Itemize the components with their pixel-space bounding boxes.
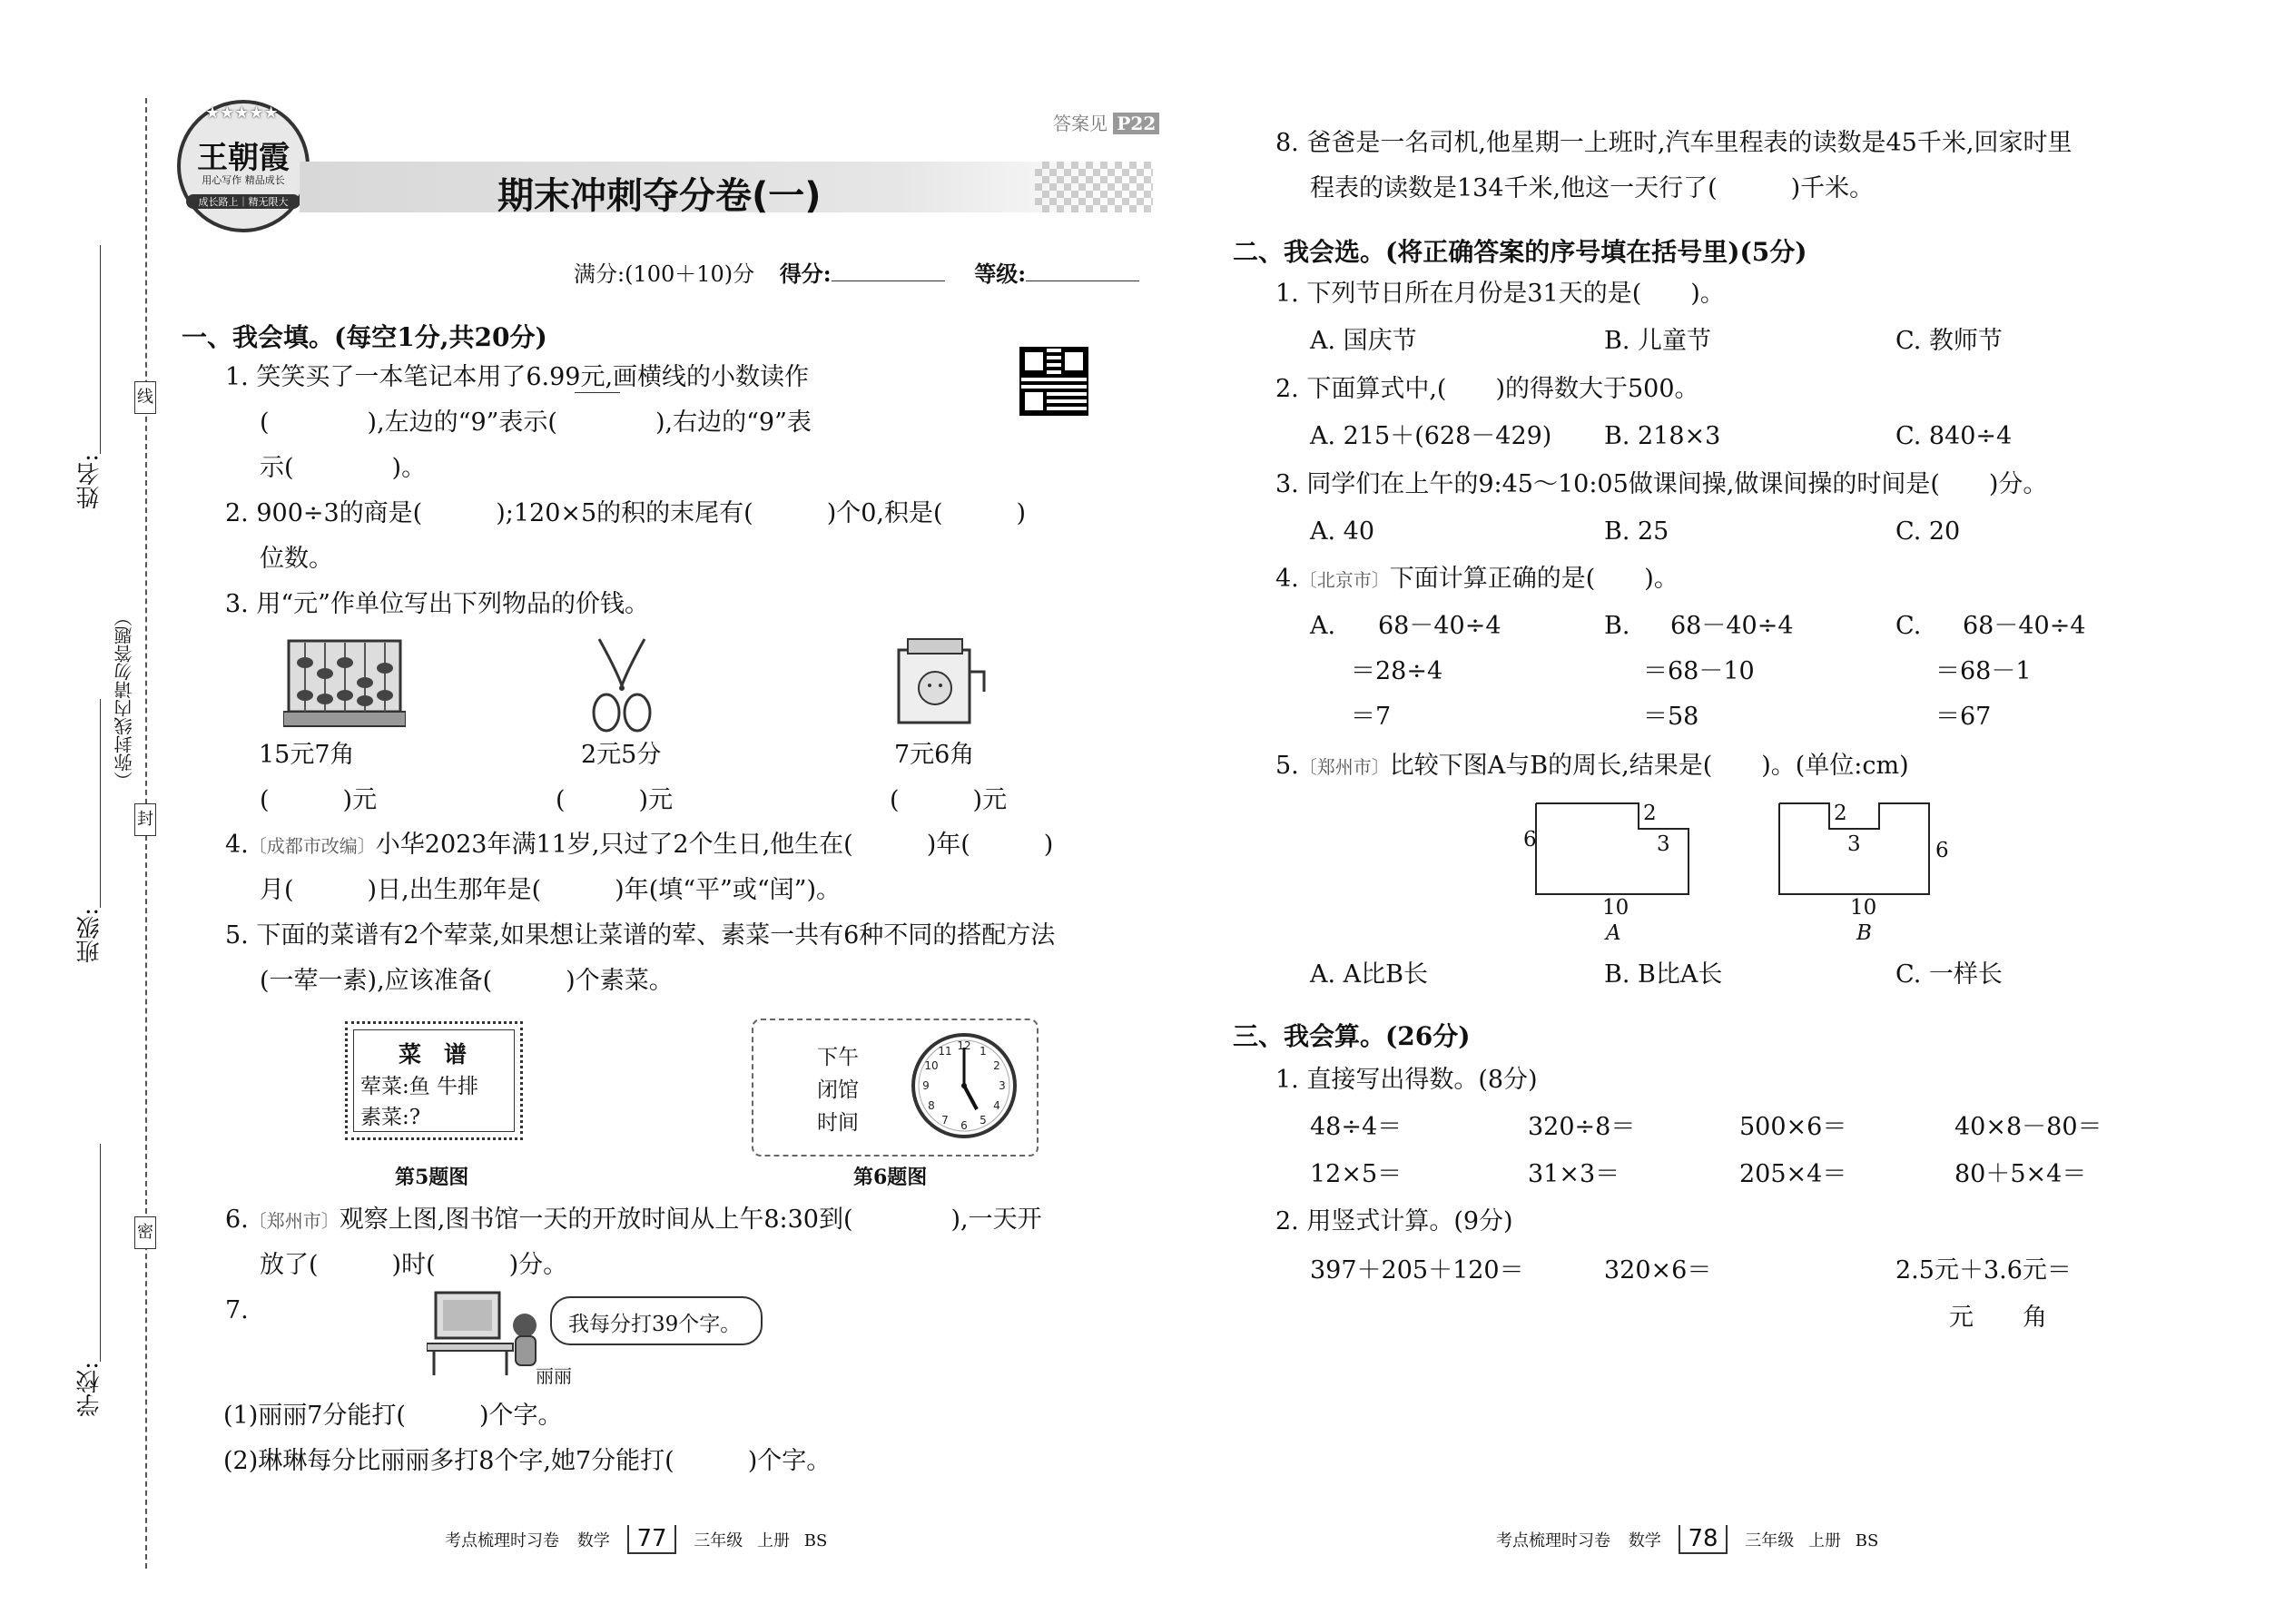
- abacus-image: [283, 635, 406, 731]
- s1-q5-line2: (一荤一素),应该准备( )个素菜。: [260, 967, 674, 995]
- binding-mark-seal: 封: [134, 803, 156, 836]
- brand-slogan-right: 精无限大: [248, 196, 289, 208]
- s1-q6-region: 〔郑州市〕: [248, 1210, 340, 1232]
- s1-q5-line1: 5. 下面的菜谱有2个荤菜,如果想让菜谱的荤、素菜一共有6种不同的搭配方法: [225, 921, 1056, 950]
- class-label: 班级:: [76, 908, 103, 963]
- brand-stars: ★★★★★: [205, 103, 279, 123]
- s3-calc-3: 2.5元＋3.6元＝: [1895, 1256, 2072, 1284]
- s1-q1-line3: 示( )。: [260, 454, 427, 482]
- speech-text: 我每分打39个字。: [568, 1313, 742, 1336]
- s1-q4-text: 小华2023年满11岁,只过了2个生日,他生在( )年( ): [375, 831, 1054, 859]
- menu-title: 菜 谱: [399, 1041, 468, 1068]
- s2-q4-opt-c-label[interactable]: C.: [1895, 612, 1922, 640]
- s1-q7-1: (1)丽丽7分能打( )个字。: [223, 1402, 563, 1430]
- shape-b-notch-w: 2: [1834, 802, 1847, 825]
- footer-left: [445, 1525, 827, 1552]
- qr-code[interactable]: [1021, 349, 1087, 414]
- s2-q3-opt-b[interactable]: B. 25: [1604, 517, 1669, 546]
- computer-girl-image: [427, 1289, 545, 1380]
- s1-q4-region: 〔成都市改编〕: [248, 835, 376, 857]
- page-title: 期末冲刺夺分卷(一): [497, 175, 822, 217]
- binding-notice: （弥封线内请勿答题）: [113, 608, 135, 790]
- footer-right-grade: 三年级: [1745, 1531, 1795, 1550]
- s1-q7-num: 7.: [225, 1296, 249, 1324]
- binding-mark-line: 线: [134, 381, 156, 414]
- price-sharpener: 7元6角: [894, 741, 975, 769]
- s2-q4-text: 下面计算正确的是( )。: [1389, 565, 1679, 593]
- s2-q5-num: 5.: [1275, 752, 1299, 780]
- s2-q4-opt-b-l2: ＝68－10: [1643, 657, 1755, 685]
- s2-q4-opt-a-l2: ＝28÷4: [1351, 657, 1443, 685]
- price-scissors: 2元5分: [581, 741, 662, 769]
- s1-q4-num: 4.: [225, 831, 249, 859]
- svg-text:9: 9: [922, 1079, 930, 1092]
- svg-text:8: 8: [928, 1099, 935, 1112]
- s3-r1-c2: 320÷8＝: [1528, 1113, 1636, 1141]
- s2-q4-opt-b-label[interactable]: B.: [1604, 612, 1630, 640]
- scissors-image: [590, 635, 654, 735]
- section3-heading: 三、我会算。(26分): [1233, 1021, 1471, 1051]
- s3-r2-c1: 12×5＝: [1310, 1160, 1403, 1188]
- footer-right-series: 考点梳理时习卷: [1496, 1531, 1610, 1550]
- q8-line2: 程表的读数是134千米,他这一天行了( )千米。: [1310, 174, 1875, 202]
- s1-q6-line1: [225, 1206, 1042, 1235]
- s1-q6-line2: 放了( )时( )分。: [260, 1251, 568, 1279]
- price-abacus: 15元7角: [259, 741, 355, 769]
- shape-b-notch-h: 3: [1847, 832, 1861, 856]
- s2-q3-opt-a[interactable]: A. 40: [1310, 517, 1375, 546]
- s2-q4-opt-a-label[interactable]: A.: [1310, 612, 1336, 640]
- brand-motto: 用心写作 精品成长: [202, 174, 285, 186]
- s2-q3-opt-c[interactable]: C. 20: [1895, 517, 1961, 546]
- s1-q6-num: 6.: [225, 1206, 249, 1234]
- footer-right-subject: 数学: [1628, 1531, 1661, 1550]
- class-field[interactable]: [100, 699, 101, 908]
- decimal-underline: [575, 392, 620, 393]
- s2-q4-opt-c-l2: ＝68－1: [1935, 657, 2032, 685]
- s2-q4-opt-b-l1: 68－40÷4: [1670, 612, 1794, 640]
- s1-q7-2: (2)琳琳每分比丽丽多打8个字,她7分能打( )个字。: [223, 1447, 832, 1475]
- school-label: 学校:: [76, 1362, 103, 1417]
- svg-text:4: 4: [993, 1099, 1000, 1112]
- s3-r2-c3: 205×4＝: [1739, 1160, 1847, 1188]
- s2-q1: 1. 下列节日所在月份是31天的是( )。: [1275, 280, 1725, 308]
- s1-q1-line1: 1. 笑笑买了一本笔记本用了6.99元,画横线的小数读作: [225, 363, 810, 391]
- s2-q4-opt-a-l3: ＝7: [1351, 703, 1392, 731]
- footer-left-term: 上册: [757, 1531, 791, 1550]
- answer-ref-label: 答案见: [1053, 113, 1108, 134]
- s3-calc-2: 320×6＝: [1604, 1256, 1712, 1284]
- footer-right: [1496, 1525, 1878, 1552]
- name-label: 姓名:: [76, 454, 103, 509]
- price-blank-1: ( )元: [260, 786, 378, 814]
- shape-a-notch-h: 3: [1657, 832, 1670, 856]
- section1-heading: 一、我会填。(每空1分,共20分): [182, 322, 547, 352]
- svg-text:10: 10: [924, 1059, 939, 1072]
- s2-q1-opt-b[interactable]: B. 儿童节: [1604, 327, 1712, 355]
- s2-q5: [1275, 752, 1909, 781]
- s2-q2-opt-b[interactable]: B. 218×3: [1604, 422, 1721, 450]
- svg-text:7: 7: [941, 1114, 949, 1127]
- score-line: [574, 261, 1139, 288]
- s1-q6-text: 观察上图,图书馆一天的开放时间从上午8:30到( ),一天开: [339, 1206, 1042, 1234]
- s2-q4: [1275, 565, 1679, 594]
- s2-q5-text: 比较下图A与B的周长,结果是( )。(单位:cm): [1389, 752, 1909, 780]
- svg-text:12: 12: [957, 1039, 971, 1052]
- binding-mark-dense: 密: [134, 1216, 156, 1249]
- s1-q3: 3. 用“元”作单位写出下列物品的价钱。: [225, 590, 649, 618]
- footer-left-page: 77: [627, 1525, 675, 1554]
- full-score: 满分:(100＋10)分: [574, 261, 755, 287]
- svg-text:2: 2: [993, 1059, 1000, 1072]
- clock-text-3: 时间: [817, 1111, 859, 1135]
- girl-name: 丽丽: [536, 1365, 572, 1387]
- menu-meat: 荤菜:鱼 牛排: [360, 1075, 479, 1098]
- s2-q4-opt-c-l1: 68－40÷4: [1963, 612, 2086, 640]
- s3-calc-1: 397＋205＋120＝: [1310, 1256, 1524, 1284]
- q8-line1: 8. 爸爸是一名司机,他星期一上班时,汽车里程表的读数是45千米,回家时里: [1275, 129, 2072, 157]
- s2-q5-opt-c[interactable]: C. 一样长: [1895, 960, 2003, 989]
- answer-ref-page: P22: [1113, 113, 1159, 134]
- s1-q2-line2: 位数。: [260, 545, 333, 573]
- s3-r1-c4: 40×8－80＝: [1954, 1113, 2102, 1141]
- clock-card: [752, 1019, 1039, 1156]
- s1-q1-line2: ( ),左边的“9”表示( ),右边的“9”表: [260, 408, 812, 437]
- s3-r2-c4: 80＋5×4＝: [1954, 1160, 2087, 1188]
- brand-name: 王朝霞: [197, 140, 290, 176]
- price-blank-3: ( )元: [890, 786, 1008, 814]
- sharpener-image: [890, 635, 989, 726]
- svg-text:5: 5: [980, 1114, 987, 1127]
- s2-q4-opt-a-l1: 68－40÷4: [1378, 612, 1501, 640]
- shape-a-bottom: 10: [1602, 896, 1629, 920]
- svg-text:3: 3: [999, 1079, 1006, 1092]
- s2-q2-opt-a[interactable]: A. 215＋(628－429): [1310, 422, 1552, 450]
- answer-ref: [1053, 109, 1159, 135]
- name-field[interactable]: [100, 245, 101, 454]
- school-field[interactable]: [100, 1144, 101, 1362]
- s3-q1: 1. 直接写出得数。(8分): [1275, 1066, 1538, 1094]
- fig6-caption: 第6题图: [853, 1166, 928, 1189]
- footer-left-grade: 三年级: [694, 1531, 743, 1550]
- footer-left-subject: 数学: [576, 1531, 610, 1550]
- shape-b-right: 6: [1935, 839, 1949, 862]
- s3-r1-c3: 500×6＝: [1739, 1113, 1847, 1141]
- s1-q2-line1: 2. 900÷3的商是( );120×5的积的末尾有( )个0,积是( ): [225, 499, 1027, 527]
- menu-card: [345, 1021, 523, 1140]
- shape-b: [1770, 794, 1979, 949]
- s2-q1-opt-a[interactable]: A. 国庆节: [1310, 327, 1417, 355]
- brand-slogan-left: 成长路上: [198, 196, 239, 208]
- s2-q5-opt-b[interactable]: B. B比A长: [1604, 960, 1723, 989]
- footer-right-term: 上册: [1808, 1531, 1842, 1550]
- clock-text-2: 闭馆: [817, 1078, 859, 1102]
- shape-a-left: 6: [1523, 828, 1537, 851]
- s2-q5-opt-a[interactable]: A. A比B长: [1310, 960, 1429, 989]
- s3-q2: 2. 用竖式计算。(9分): [1275, 1207, 1513, 1235]
- s2-q4-num: 4.: [1275, 565, 1299, 593]
- s2-q4-opt-b-l3: ＝58: [1643, 703, 1699, 731]
- s3-r1-c1: 48÷4＝: [1310, 1113, 1403, 1141]
- shape-a-notch-w: 2: [1643, 802, 1657, 825]
- footer-right-page: 78: [1679, 1525, 1727, 1554]
- shape-b-name: B: [1856, 921, 1872, 945]
- clock-text-1: 下午: [817, 1046, 859, 1069]
- s2-q3: 3. 同学们在上午的9:45～10:05做课间操,做课间操的时间是( )分。: [1275, 470, 2048, 498]
- menu-veg: 素菜:?: [360, 1106, 421, 1129]
- s2-q2-opt-c[interactable]: C. 840÷4: [1895, 422, 2013, 450]
- s3-r2-c2: 31×3＝: [1528, 1160, 1620, 1188]
- price-blank-2: ( )元: [556, 786, 674, 814]
- grade-label: 等级:: [974, 261, 1027, 287]
- svg-text:11: 11: [938, 1045, 952, 1058]
- s2-q2: 2. 下面算式中,( )的得数大于500。: [1275, 375, 1699, 403]
- s2-q1-opt-c[interactable]: C. 教师节: [1895, 327, 2003, 355]
- s1-q4-line1: [225, 831, 1053, 860]
- score-label: 得分:: [779, 261, 832, 287]
- s3-unit: 元 角: [1949, 1304, 2047, 1332]
- clock-face: [908, 1029, 1020, 1142]
- s2-q5-region: 〔郑州市〕: [1298, 756, 1390, 778]
- s1-q4-line2: 月( )日,出生那年是( )年(填“平”或“闰”)。: [260, 876, 841, 904]
- footer-right-edition: BS: [1855, 1531, 1879, 1550]
- title-checker: [1035, 162, 1153, 212]
- section2-heading: 二、我会选。(将正确答案的序号填在括号里)(5分): [1233, 237, 1807, 267]
- shape-b-bottom: 10: [1850, 896, 1877, 920]
- fig5-caption: 第5题图: [395, 1166, 469, 1189]
- shape-a-name: A: [1606, 921, 1621, 945]
- brand-slogan: 成长路上｜精无限大: [186, 194, 300, 209]
- footer-left-edition: BS: [803, 1531, 828, 1550]
- s2-q4-region: 〔北京市〕: [1298, 569, 1390, 591]
- s2-q4-opt-c-l3: ＝67: [1935, 703, 1992, 731]
- svg-text:1: 1: [980, 1045, 987, 1058]
- speech-bubble: [550, 1296, 763, 1345]
- footer-left-series: 考点梳理时习卷: [445, 1531, 559, 1550]
- svg-text:6: 6: [960, 1119, 968, 1132]
